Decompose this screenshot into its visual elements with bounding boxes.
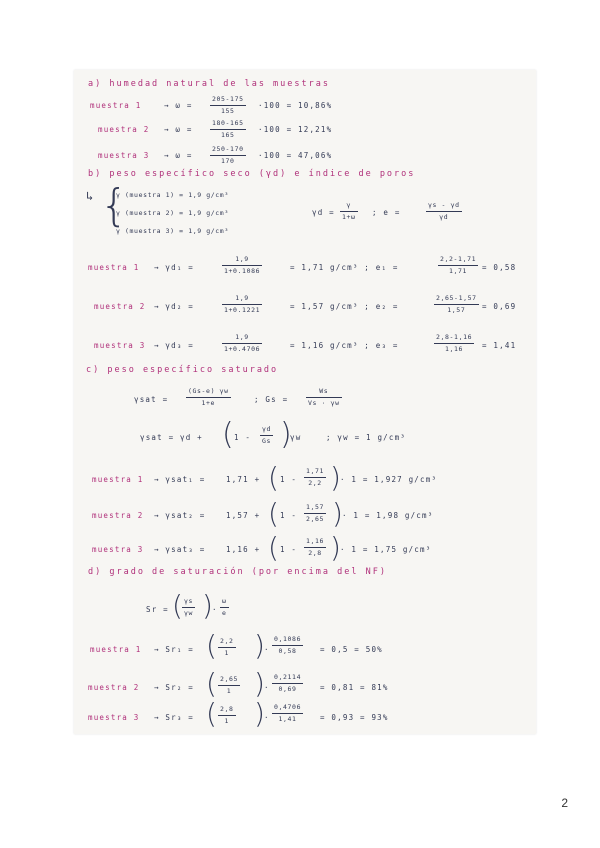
fraction-denominator: 0,69 [278, 684, 297, 693]
brace-icon: { [100, 180, 128, 231]
fraction-numerator: 250-170 [212, 145, 244, 153]
fraction [272, 674, 303, 692]
formula-lhs: γsat = γd + [140, 433, 203, 442]
formula-result: = 1,41 [482, 341, 517, 350]
fraction-bar [340, 211, 358, 212]
formula-dot: · [264, 683, 270, 692]
formula-lhs: → γsat₁ = [154, 475, 206, 484]
fraction [434, 295, 479, 313]
paren-close: ) [202, 589, 213, 622]
fraction-denominator: 1+0.1221 [224, 305, 261, 314]
formula-result: · 1 = 1,98 g/cm³ [342, 511, 434, 520]
formula-lhs: → γd₂ = [154, 302, 195, 311]
sample-label: muestra 1 [92, 475, 144, 484]
paren-open: ( [206, 667, 217, 700]
sample-label: muestra 1 [88, 263, 140, 272]
fraction-denominator: 0,58 [278, 646, 297, 655]
fraction [210, 96, 246, 114]
fraction [186, 388, 231, 406]
fraction-numerator: Ws [319, 387, 329, 395]
fraction-denominator: 2,2 [308, 478, 322, 487]
fraction-bar [272, 713, 303, 714]
fraction [220, 598, 229, 616]
fraction-numerator: 1,16 [306, 537, 325, 545]
paren-open: ( [172, 589, 183, 622]
formula-lhs: → Sr₂ = [154, 683, 195, 692]
fraction-bar [434, 304, 479, 305]
section-a-heading: a) humedad natural de las muestras [88, 79, 330, 89]
fraction-denominator: 1,16 [445, 344, 464, 353]
fraction [438, 256, 478, 274]
formula-lhs: → γsat₂ = [154, 511, 206, 520]
fraction-numerator: (Gs-e) γw [188, 387, 229, 395]
formula-term: 1,71 + [226, 475, 261, 484]
fraction-numerator: 1,9 [235, 255, 249, 263]
sample-label: muestra 3 [94, 341, 146, 350]
fraction [434, 334, 474, 352]
paren-open: ( [206, 697, 217, 730]
formula-result: = 0,5 = 50% [320, 645, 383, 654]
fraction-numerator: γ [346, 201, 352, 209]
formula-dot: · [264, 645, 270, 654]
fraction [260, 426, 273, 444]
formula-lhs: → ω = [164, 101, 193, 110]
fraction-bar [438, 265, 478, 266]
fraction-bar [304, 547, 326, 548]
fraction-bar [218, 647, 236, 648]
fraction-denominator: 165 [221, 130, 235, 139]
paren-close: ) [280, 417, 292, 452]
fraction [222, 256, 262, 274]
sample-label: muestra 3 [98, 151, 150, 160]
fraction-denominator: 1+e [201, 398, 216, 407]
fraction-numerator: 2,2-1,71 [440, 255, 477, 263]
formula-mid: = 1,57 g/cm³ ; e₂ = [290, 302, 399, 311]
fraction-numerator: 180-165 [212, 119, 244, 127]
fraction-bar [272, 683, 303, 684]
fraction-denominator: 155 [221, 106, 235, 115]
paren-close: ) [254, 667, 265, 700]
formula-result: · 1 = 1,75 g/cm³ [340, 545, 432, 554]
e-formula-lhs: ; e = [372, 208, 401, 217]
fraction [218, 638, 236, 656]
fraction-denominator: 2,8 [308, 548, 322, 557]
fraction [272, 704, 303, 722]
fraction [272, 636, 303, 654]
section-d-heading: d) grado de saturación (por encima del NF) [88, 567, 387, 577]
gd-formula-lhs: γd = [312, 208, 335, 217]
formula-dot: · [264, 713, 270, 722]
formula-term: 1 - [280, 511, 298, 520]
sample-label: muestra 3 [92, 545, 144, 554]
fraction [182, 598, 195, 616]
formula-result: = 0,81 = 81% [320, 683, 389, 692]
sample-label: muestra 2 [94, 302, 146, 311]
paren-open: ( [222, 417, 234, 452]
formula-term: γw [290, 433, 302, 442]
fraction-bar [210, 105, 246, 106]
paren-open: ( [206, 629, 217, 662]
sample-label: muestra 1 [90, 101, 142, 110]
fraction-denominator: 1 [226, 686, 232, 695]
gamma-value: γ (muestra 2) = 1,9 g/cm³ [116, 209, 229, 217]
paren-close: ) [330, 531, 341, 564]
fraction-bar [260, 435, 273, 436]
formula-mid: ; Gs = [254, 395, 289, 404]
fraction [306, 388, 342, 406]
fraction-denominator: γw [184, 608, 194, 617]
formula-result: = 0,69 [482, 302, 517, 311]
fraction-numerator: 2,65-1,57 [436, 294, 477, 302]
formula-term: 1,16 + [226, 545, 261, 554]
fraction-denominator: 1,57 [447, 305, 466, 314]
fraction-denominator: e [222, 608, 227, 617]
fraction-numerator: ω [222, 597, 227, 605]
fraction-numerator: γd [262, 425, 272, 433]
fraction-numerator: 205-175 [212, 95, 244, 103]
paren-open: ( [268, 497, 279, 530]
fraction-bar [210, 129, 246, 130]
e-formula-fraction [426, 202, 462, 220]
fraction-bar [210, 155, 246, 156]
fraction-numerator: 1,9 [235, 294, 249, 302]
paren-open: ( [268, 461, 279, 494]
fraction [210, 146, 246, 164]
fraction-denominator: γd [439, 212, 449, 221]
fraction [222, 334, 262, 352]
sample-label: muestra 2 [92, 511, 144, 520]
fraction-bar [434, 343, 474, 344]
gamma-value: γ (muestra 1) = 1,9 g/cm³ [116, 191, 229, 199]
fraction-bar [272, 645, 303, 646]
fraction-denominator: Vs · γw [308, 398, 340, 407]
fraction-numerator: 1,57 [306, 503, 325, 511]
formula-term: 1 - [234, 433, 252, 442]
fraction-denominator: 1 [224, 648, 230, 657]
formula-lhs: → γsat₃ = [154, 545, 206, 554]
section-b-heading: b) peso específico seco (γd) e índice de poros [88, 169, 416, 179]
fraction-denominator: Gs [262, 436, 272, 445]
sample-label: muestra 3 [88, 713, 140, 722]
formula-term: 1,57 + [226, 511, 261, 520]
paren-close: ) [254, 697, 265, 730]
fraction [304, 504, 326, 522]
formula-result: = 0,58 [482, 263, 517, 272]
formula-result: = 0,93 = 93% [320, 713, 389, 722]
arrow-icon: ↳ [86, 189, 95, 203]
formula-result: ·100 = 47,06% [258, 151, 333, 160]
notebook-page [74, 70, 536, 734]
formula-lhs: Sr = [146, 605, 169, 614]
fraction-bar [220, 607, 229, 608]
fraction-numerator: 1,71 [306, 467, 325, 475]
fraction-bar [222, 304, 262, 305]
fraction-numerator: γs - γd [428, 201, 460, 209]
fraction-denominator: 1+0.1086 [224, 266, 261, 275]
fraction-numerator: 0,2114 [274, 673, 302, 681]
paren-close: ) [332, 497, 343, 530]
formula-term: 1 - [280, 545, 298, 554]
fraction-numerator: 0,1086 [274, 635, 302, 643]
formula-lhs: → ω = [164, 125, 193, 134]
fraction-denominator: 1,71 [449, 266, 468, 275]
fraction-numerator: γs [184, 597, 194, 605]
fraction-denominator: 1+0.4706 [224, 344, 261, 353]
fraction-bar [222, 343, 262, 344]
paren-close: ) [254, 629, 265, 662]
fraction-bar [304, 513, 326, 514]
sample-label: muestra 2 [88, 683, 140, 692]
fraction-numerator: 2,65 [220, 675, 239, 683]
fraction-bar [182, 607, 195, 608]
fraction-bar [304, 477, 326, 478]
fraction-denominator: 1 [224, 716, 230, 725]
page-number: 2 [561, 796, 568, 810]
fraction [222, 295, 262, 313]
sample-label: muestra 1 [90, 645, 142, 654]
fraction-bar [218, 685, 240, 686]
sample-label: muestra 2 [98, 125, 150, 134]
formula-lhs: → Sr₃ = [154, 713, 195, 722]
fraction-bar [222, 265, 262, 266]
fraction [218, 706, 236, 724]
fraction [210, 120, 246, 138]
fraction-bar [218, 715, 236, 716]
formula-lhs: γsat = [134, 395, 169, 404]
fraction-bar [306, 397, 342, 398]
formula-result: · 1 = 1,927 g/cm³ [340, 475, 438, 484]
formula-note: ; γw = 1 g/cm³ [326, 433, 407, 442]
formula-lhs: → γd₃ = [154, 341, 195, 350]
paren-open: ( [268, 531, 279, 564]
paren-close: ) [330, 461, 341, 494]
fraction-denominator: 170 [221, 156, 235, 165]
fraction [304, 468, 326, 486]
section-c-heading: c) peso específico saturado [86, 365, 279, 375]
formula-lhs: → ω = [164, 151, 193, 160]
formula-result: ·100 = 10,86% [258, 101, 333, 110]
fraction-numerator: 0,4706 [274, 703, 302, 711]
fraction-numerator: 2,8-1,16 [436, 333, 473, 341]
formula-lhs: → γd₁ = [154, 263, 195, 272]
fraction-numerator: 2,2 [220, 637, 234, 645]
gamma-value: γ (muestra 3) = 1,9 g/cm³ [116, 227, 229, 235]
gd-formula-fraction [340, 202, 358, 220]
formula-lhs: → Sr₁ = [154, 645, 195, 654]
fraction-denominator: 1,41 [278, 714, 297, 723]
fraction-bar [426, 211, 462, 212]
formula-term: 1 - [280, 475, 298, 484]
fraction-denominator: 1+ω [342, 212, 356, 221]
formula-mid: = 1,16 g/cm³ ; e₃ = [290, 341, 399, 350]
fraction-bar [186, 397, 231, 398]
fraction [218, 676, 240, 694]
fraction-numerator: 1,9 [235, 333, 249, 341]
fraction [304, 538, 326, 556]
formula-dot: · [212, 605, 218, 614]
fraction-numerator: 2,8 [220, 705, 234, 713]
formula-result: ·100 = 12,21% [258, 125, 333, 134]
fraction-denominator: 2,65 [306, 514, 325, 523]
formula-mid: = 1,71 g/cm³ ; e₁ = [290, 263, 399, 272]
